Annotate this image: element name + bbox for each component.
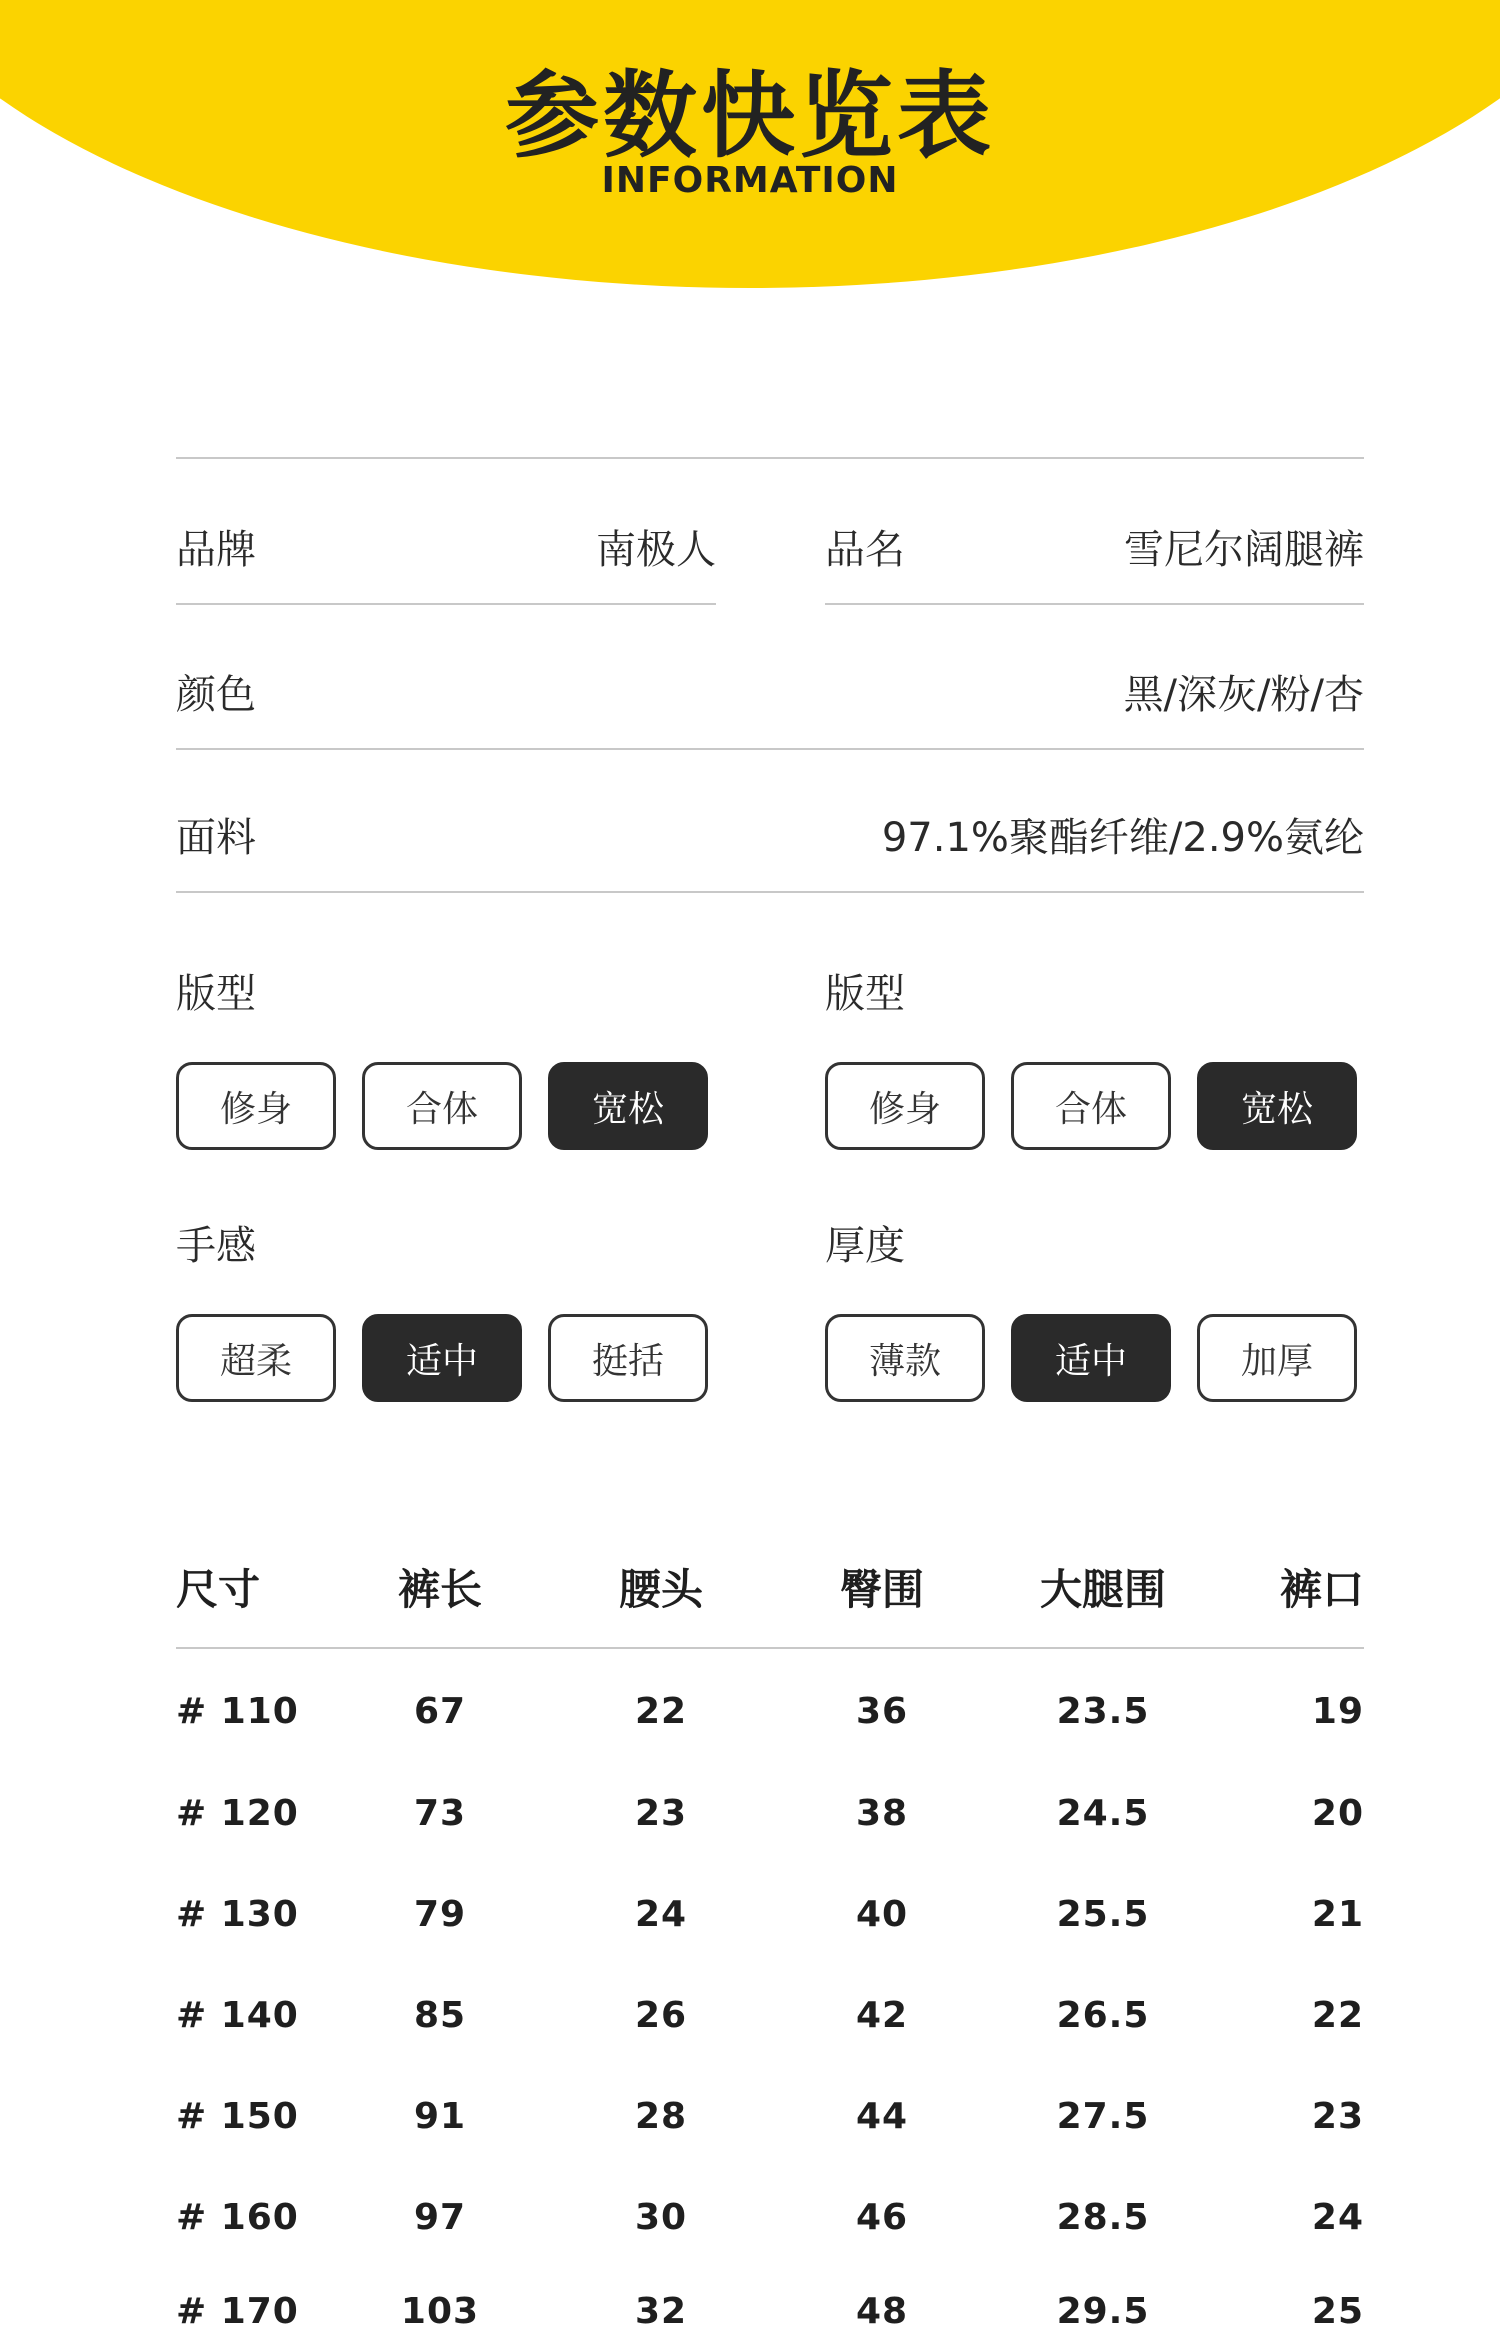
option-medium-feel[interactable]: 适中 bbox=[362, 1314, 522, 1402]
cell-length: 73 bbox=[413, 1793, 467, 1834]
page-title: 参数快览表 bbox=[504, 62, 995, 171]
color-value: 黑/深灰/粉/杏 bbox=[1123, 672, 1364, 718]
cell-hip: 48 bbox=[855, 2291, 909, 2332]
color-label: 颜色 bbox=[176, 672, 256, 718]
cell-size: # 120 bbox=[176, 1793, 299, 1834]
divider bbox=[176, 748, 1364, 750]
cell-size: # 110 bbox=[176, 1691, 299, 1732]
divider bbox=[176, 457, 1364, 459]
cell-hip: 36 bbox=[855, 1691, 909, 1732]
cell-waist: 23 bbox=[634, 1793, 688, 1834]
option-slim[interactable]: 修身 bbox=[176, 1062, 336, 1150]
divider bbox=[176, 891, 1364, 893]
cell-waist: 28 bbox=[634, 2096, 688, 2137]
cell-hip: 38 bbox=[855, 1793, 909, 1834]
cell-waist: 32 bbox=[634, 2291, 688, 2332]
fit-label: 版型 bbox=[176, 971, 256, 1017]
option-loose[interactable]: 宽松 bbox=[548, 1062, 708, 1150]
cell-size: # 160 bbox=[176, 2197, 299, 2238]
cell-length: 97 bbox=[413, 2197, 467, 2238]
cell-length: 91 bbox=[413, 2096, 467, 2137]
product-label: 品名 bbox=[825, 527, 905, 573]
option-crisp[interactable]: 挺括 bbox=[548, 1314, 708, 1402]
option-regular[interactable]: 合体 bbox=[1011, 1062, 1171, 1150]
cell-waist: 24 bbox=[634, 1894, 688, 1935]
cell-hem: 20 bbox=[1311, 1793, 1364, 1834]
page-subtitle: INFORMATION bbox=[601, 160, 899, 201]
cell-hip: 44 bbox=[855, 2096, 909, 2137]
brand-value: 南极人 bbox=[596, 527, 716, 573]
cell-hem: 19 bbox=[1311, 1691, 1364, 1732]
cell-hem: 24 bbox=[1311, 2197, 1364, 2238]
option-regular[interactable]: 合体 bbox=[362, 1062, 522, 1150]
col-hem: 裤口 bbox=[1279, 1565, 1364, 1614]
option-super-soft[interactable]: 超柔 bbox=[176, 1314, 336, 1402]
cell-size: # 150 bbox=[176, 2096, 299, 2137]
cell-thigh: 27.5 bbox=[1056, 2096, 1150, 2137]
cell-size: # 130 bbox=[176, 1894, 299, 1935]
cell-length: 79 bbox=[413, 1894, 467, 1935]
cell-thigh: 29.5 bbox=[1056, 2291, 1150, 2332]
option-loose[interactable]: 宽松 bbox=[1197, 1062, 1357, 1150]
product-value: 雪尼尔阔腿裤 bbox=[1124, 527, 1364, 573]
cell-thigh: 28.5 bbox=[1056, 2197, 1150, 2238]
cell-waist: 22 bbox=[634, 1691, 688, 1732]
col-waist: 腰头 bbox=[618, 1565, 703, 1614]
cell-hem: 23 bbox=[1311, 2096, 1364, 2137]
cell-hem: 21 bbox=[1311, 1894, 1364, 1935]
feel-label: 手感 bbox=[176, 1223, 256, 1269]
cell-waist: 26 bbox=[634, 1995, 688, 2036]
divider bbox=[825, 603, 1364, 605]
option-medium-thickness[interactable]: 适中 bbox=[1011, 1314, 1171, 1402]
option-slim[interactable]: 修身 bbox=[825, 1062, 985, 1150]
col-thigh: 大腿围 bbox=[1039, 1565, 1166, 1614]
fabric-label: 面料 bbox=[176, 815, 256, 861]
divider bbox=[176, 603, 716, 605]
cell-hip: 40 bbox=[855, 1894, 909, 1935]
divider bbox=[176, 1647, 1364, 1649]
fabric-value: 97.1%聚酯纤维/2.9%氨纶 bbox=[881, 815, 1364, 861]
brand-label: 品牌 bbox=[176, 527, 256, 573]
thickness-label: 厚度 bbox=[825, 1223, 905, 1269]
cell-waist: 30 bbox=[634, 2197, 688, 2238]
cell-length: 85 bbox=[413, 1995, 467, 2036]
cell-hip: 46 bbox=[855, 2197, 909, 2238]
option-thin[interactable]: 薄款 bbox=[825, 1314, 985, 1402]
cell-hip: 42 bbox=[855, 1995, 909, 2036]
cell-hem: 25 bbox=[1311, 2291, 1364, 2332]
cell-size: # 170 bbox=[176, 2291, 299, 2332]
cell-length: 103 bbox=[400, 2291, 480, 2332]
cell-thigh: 25.5 bbox=[1056, 1894, 1150, 1935]
col-length: 裤长 bbox=[397, 1565, 482, 1614]
cell-size: # 140 bbox=[176, 1995, 299, 2036]
cell-length: 67 bbox=[413, 1691, 467, 1732]
cell-thigh: 23.5 bbox=[1056, 1691, 1150, 1732]
cell-hem: 22 bbox=[1311, 1995, 1364, 2036]
col-hip: 臀围 bbox=[839, 1565, 924, 1614]
col-size: 尺寸 bbox=[176, 1565, 261, 1614]
cell-thigh: 26.5 bbox=[1056, 1995, 1150, 2036]
option-thick[interactable]: 加厚 bbox=[1197, 1314, 1357, 1402]
cell-thigh: 24.5 bbox=[1056, 1793, 1150, 1834]
fit-label: 版型 bbox=[825, 971, 905, 1017]
